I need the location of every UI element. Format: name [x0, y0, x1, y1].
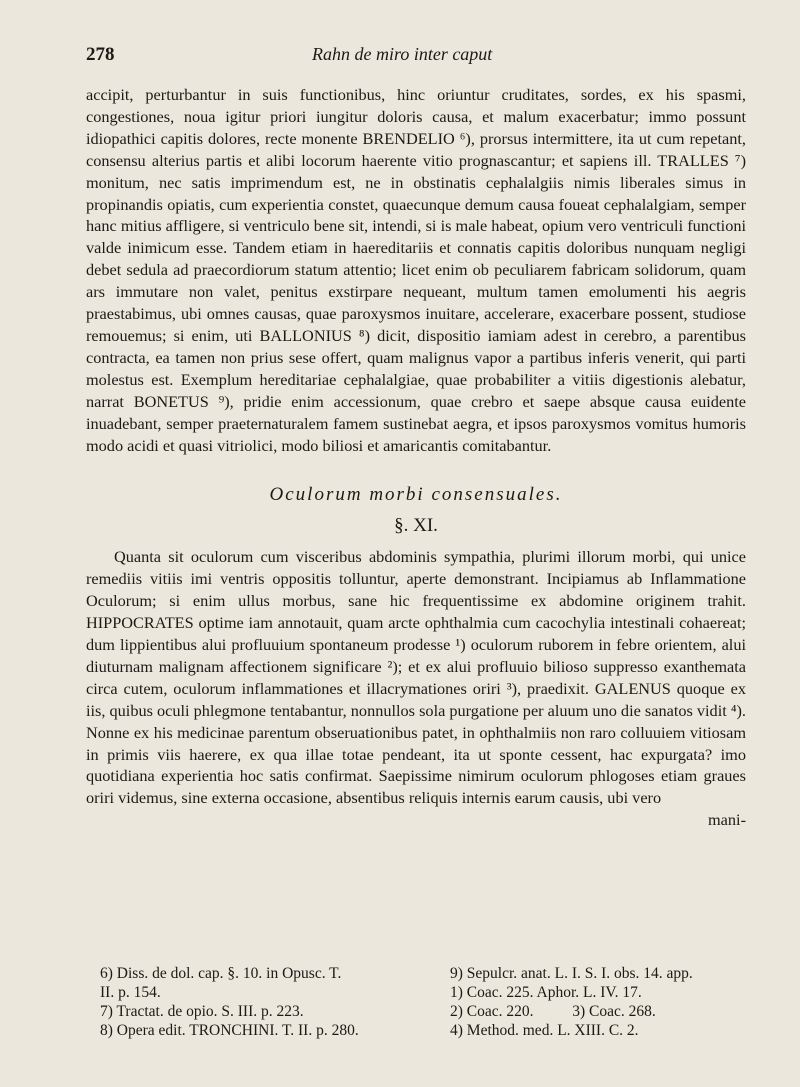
section-number: §. XI. [394, 515, 438, 537]
footnote: II. p. 154. [100, 984, 161, 1001]
footnote: 1) Coac. 225. Aphor. L. IV. 17. [450, 984, 642, 1001]
footnote: 9) Sepulcr. anat. L. I. S. I. obs. 14. app. [450, 965, 693, 982]
running-head [86, 42, 746, 72]
footnotes-right-column [450, 964, 750, 1040]
footnote: 2) Coac. 220. 3) Coac. 268. [450, 1003, 656, 1020]
catchword: mani- [708, 810, 746, 830]
running-title: Rahn de miro inter caput [312, 44, 493, 64]
footnote: 6) Diss. de dol. cap. §. 10. in Opusc. T. [100, 965, 342, 982]
section-paragraph: Quanta sit oculorum cum visceribus abdominis sympathia, plurimi illorum morbi, qui unice remediis vitiis imi ventris oppositis tolluntur, aperte demonstrant. Incipiamus ab Inflammatione Oculorum; si enim ullus morbus, sane hic frequentissime ex abdomine originem trahit. HIPPOCRATES optime iam annotauit, quam arcte ophthalmia cum cacochylia intestinali cohaereat; dum lippientibus alui profluuium spontaneum prodesse ¹) oculorum ruborem in febre orientem, alui diuturnam malignam affectionem significare ²); et ex alui profluuio bilioso suppresso exanthemata circa cutem, oculorum inflammationes et illacrymationes oriri ³), praedixit. GALENUS quoque ex iis, quibus oculi phlegmone tentabantur, nonnullos sola purgatione per aluum uno die sanatos vidit ⁴). Nonne ex his medicinae parentum obseruationibus patet, in ophthalmiis non raro colluuiem vitiosam in primis viis haerere, ex qua illae totae pendeant, ita ut sponte cessent, hac expurgata? imo quotidiana experientia hoc satis confirmat. Saepissime nimirum oculorum phlogoses etiam graues oriri videmus, sine externa occasione, absentibus reliquis internis earum causis, ubi vero [86, 547, 746, 808]
footnotes-left-column [100, 964, 430, 1040]
footnote: 8) Opera edit. TRONCHINI. T. II. p. 280. [100, 1022, 359, 1039]
page-number: 278 [86, 44, 115, 65]
paragraph-continuation: accipit, perturbantur in suis functionibus, hinc oriuntur cruditates, sordes, ex his spasmi, congestiones, noua igitur priori iungitur doloris causa, et malum exacerbatur; immo possunt idiopathici capitis dolores, recte monente BRENDELIO ⁶), prorsus intermittere, ita ut cum repetant, consensu alterius partis et alibi locorum haerente vitio prognascantur; et sapiens ill. TRALLES ⁷) monitum, nec satis imprimendum est, ne in obstinatis cephalalgiis nimis liberales simus in propinandis opiatis, cum experientia constet, quaecunque demum causa foueat cephalalgiam, semper hanc mitius affligere, si ventriculo bene sit, intendi, si is male habeat, opium vero ventriculi functioni valde inimicum esse. Tandem etiam in haereditariis et connatis capitis doloribus nunquam negligi debet sedula ad praecordiorum statum attentio; licet enim ob peculiarem fabricam solidorum, quam ars immutare non valet, penitus exstirpare nequeant, multum tamen emolumenti his aegris praestabimus, ubi omnes causas, quae paroxysmos inuitare, accelerare, exacerbare possent, studiose remouemus; si enim, uti BALLONIUS ⁸) dicit, dispositio iamiam adest in cerebro, a parentibus contracta, ea tamen non prius sese offert, quam malignus vapor a partibus inferis venerit, qui parti molestus est. Exemplum hereditariae cephalalgiae, quae probabiliter a vitiis digestionis alebatur, narrat BONETUS ⁹), pridie enim accessionum, quae crebro et saepe absque causa euidente inuadebant, semper praeternaturalem famem sustinebat aegra, et ipsos paroxysmos vomitus humoris modo acidi et quasi vitriolici, modo biliosi et amaricantis comitabantur. [86, 85, 746, 455]
body-text [86, 84, 746, 831]
footnote: 7) Tractat. de opio. S. III. p. 223. [100, 1003, 304, 1020]
footnote: 4) Method. med. L. XIII. C. 2. [450, 1022, 639, 1039]
section-heading: Oculorum morbi consensuales. [269, 484, 563, 506]
